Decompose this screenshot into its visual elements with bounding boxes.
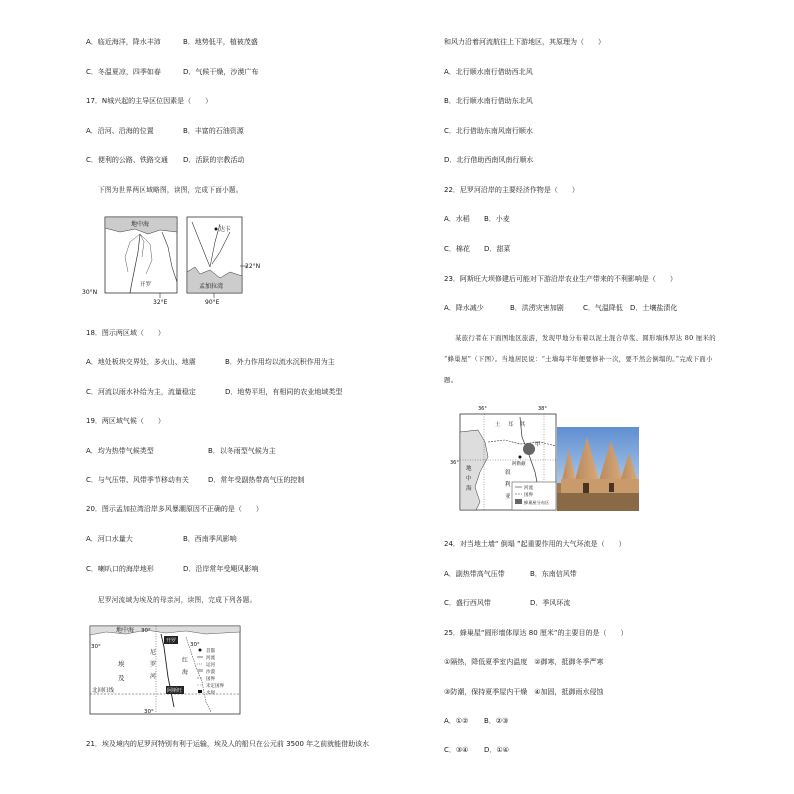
map3-lon-b: 38° [538,406,547,412]
map2-tropic: 北回归线 [92,688,115,694]
map1-lat-a: 30°N [82,289,98,296]
map2-legend-item: 国界 [206,677,215,682]
intro-paragraph-3-line3: 题。 [444,376,458,384]
map2-lon-bottom: 30° [144,709,154,715]
map2-nile-3: 河 [150,673,157,680]
q25-option-d[interactable]: D．①④ [484,746,509,754]
q19-stem: 19．两区域气候（ ） [86,417,165,425]
map3-aleppo: 阿勒颇 [512,462,526,467]
q16-option-c[interactable]: C．冬温夏凉，四季如春 [86,68,161,76]
q25-option-c[interactable]: C．③④ [444,746,469,754]
map2-legend-item: 首都 [206,649,215,654]
q25-statement-1: ①隔热，降低夏季室内温度 ②御寒，抵御冬季严寒 [444,658,604,666]
q18-stem: 18．图示两区域（ ） [86,329,165,337]
map3-sea-2: 中 [466,476,472,482]
q19-option-d[interactable]: D．常年受副热带高气压的控制 [208,476,305,484]
q17-stem: 17．N城兴起的主导区位因素是（ ） [86,97,213,105]
q23-option-b[interactable]: B．洪涝灾害加剧 [510,304,564,312]
q20-option-b[interactable]: B．西南季风影响 [183,535,237,543]
q22-option-d[interactable]: D．甜菜 [484,245,511,253]
q19-option-b[interactable]: B．以冬雨型气候为主 [208,447,276,455]
map3-country-5: 利 [505,482,511,488]
q20-option-a[interactable]: A．河口水量大 [86,535,133,543]
q25-stem: 25．蜂巢屋“圆形墙体厚达 80 厘米”的主要目的是（ ） [444,629,628,637]
map2-lat-top: 30° [141,628,151,634]
map3-country-4: 叙 [505,470,511,476]
map3-legend-river: 河流 [524,486,533,491]
q22-option-a[interactable]: A．水稻 [444,215,470,223]
q16-option-a[interactable]: A．临近海洋，降水丰沛 [86,38,161,46]
map2-red-2: 海 [182,669,189,676]
map2-cairo: 开罗 [166,638,177,644]
q23-stem: 23．阿斯旺大坝修建后可能对下游沿岸农业生产带来的不利影响是（ ） [444,275,677,283]
map2-legend-item: 运河 [206,663,215,668]
q18-option-a[interactable]: A．地处板块交界处，多火山、地震 [86,358,196,366]
intro-paragraph-1: 下图为世界两区域略图，读图，完成下面小题。 [98,186,243,194]
map2-legend-item: 沙漠 [206,670,215,675]
map2-sea: 地中海 [116,627,135,634]
map2-red-1: 红 [182,657,189,664]
q23-option-d[interactable]: D．土壤盐渍化 [630,304,678,312]
q21-option-d[interactable]: D．北行借助西南风南行顺水 [444,156,534,164]
map3-jia: 甲 [535,442,541,448]
q20-option-d[interactable]: D．沿岸常年受飓风影响 [183,565,259,573]
q25-option-b[interactable]: B．②③ [484,717,509,725]
map1-lon-a: 32°E [153,299,168,306]
map1-label-bay-of-bengal: 孟加拉湾 [199,283,224,290]
q19-option-c[interactable]: C．与气压带、风带季节移动有关 [86,476,189,484]
q22-stem: 22．尼罗河沿岸的主要经济作物是（ ） [444,186,579,194]
map2-lat-left: 30° [91,644,101,650]
q20-option-c[interactable]: C．喇叭口的海岸地形 [86,565,154,573]
q17-option-b[interactable]: B．丰富的石油资源 [183,127,244,135]
map3-country-3: 其 [520,422,526,428]
map1-label-dhaka: 达卡 [219,226,232,233]
intro-paragraph-3-line2: “蜂巢屋”（下图）。当地居民说：“土墙每半年便要修补一次，要不然会倒塌的。”完成下面小 [444,355,713,363]
q24-stem: 24．对当地土墙“ 倒塌 ”起重要作用的大气环流是（ ） [444,540,626,548]
map3-legend-border: 国界 [524,493,533,498]
map2-legend-item: 河流 [206,656,215,661]
q22-option-b[interactable]: B．小麦 [484,215,510,223]
q24-option-b[interactable]: B．东南信风带 [530,570,577,578]
q20-stem: 20．图示孟加拉湾沿岸多风暴潮原因不正确的是（ ） [86,505,263,513]
map-nile-egypt [86,622,246,718]
q25-statement-2: ③防潮，保持夏季屋内干燥 ④加固，抵御雨水侵蚀 [444,688,604,696]
q17-option-a[interactable]: A．沿河、沿海的位置 [86,127,154,135]
q22-option-c[interactable]: C．棉花 [444,245,470,253]
map3-country-6: 亚 [505,494,511,500]
intro-paragraph-3: 某旅行者在下面图地区旅游，发现甲地分布着以泥土混合草浆、圆形墙体厚达 80 厘米的 [455,334,716,342]
map2-aswan: 阿斯旺 [167,688,183,694]
beehive-houses-photo [557,427,639,511]
q17-option-d[interactable]: D．活跃的宗教活动 [183,156,245,164]
q23-option-a[interactable]: A．降水减少 [444,304,484,312]
map3-legend-beehive: 蜂巢屋分布区 [524,500,550,505]
map3-country-1: 土 [495,422,501,428]
map1-lat-b: 22°N [245,263,261,270]
q16-option-d[interactable]: D．气候干燥，沙漠广布 [183,68,259,76]
map3-lon-a: 36° [478,406,487,412]
map2-lon-right: 30° [190,642,200,648]
map3-lat-a: 36° [450,460,459,466]
intro-paragraph-2: 尼罗河流域为埃及的母亲河，读图，完成下列各题。 [98,596,257,604]
q18-option-b[interactable]: B．外力作用均以流水沉积作用为主 [225,358,335,366]
map2-egypt-2: 及 [118,674,125,682]
map2-legend-item: 未定国界 [206,684,224,689]
q24-option-c[interactable]: C．盛行西风带 [444,599,491,607]
q18-option-c[interactable]: C．河流以雨水补给为主，流量稳定 [86,388,196,396]
q24-option-d[interactable]: D．季风环流 [530,599,571,607]
q19-option-a[interactable]: A．均为热带气候类型 [86,447,154,455]
q18-option-d[interactable]: D．地势平坦，有相同的农业地域类型 [225,388,343,396]
map3-country-2: 耳 [508,422,514,428]
map1-lon-b: 90°E [205,299,220,306]
q21-stem: 21．埃及境内的尼罗河特别有利于运输，埃及人的船只在公元前 3500 年之前就能借助该水 [86,740,370,748]
map2-legend-item: 水坝 [206,691,215,696]
map1-label-mediterranean: 地中海 [131,221,150,228]
q25-option-a[interactable]: A．①② [444,717,469,725]
map3-sea-3: 海 [466,486,472,492]
map-two-regions [80,212,270,308]
map3-sea-1: 地 [466,466,472,472]
q21-option-b[interactable]: B．北行顺水南行借助东北风 [444,97,533,105]
q17-option-c[interactable]: C．便利的公路、铁路交通 [86,156,168,164]
q21-option-a[interactable]: A．北行顺水南行借助西北风 [444,68,533,76]
map1-label-cairo: 开罗 [140,282,152,288]
map-beehive-houses-region [450,402,560,514]
q23-option-c[interactable]: C．气温降低 [583,304,623,312]
q21-stem-continued: 和风力沿着河流航往上下游地区，其原理为（ ） [444,38,605,46]
map2-egypt-1: 埃 [118,660,125,668]
map2-nile-2: 罗 [150,661,157,668]
q24-option-a[interactable]: A．副热带高气压带 [444,570,505,578]
map2-nile-1: 尼 [150,649,157,656]
q21-option-c[interactable]: C．北行借助东南风南行顺水 [444,127,533,135]
q16-option-b[interactable]: B．地势低平，植被茂盛 [183,38,258,46]
